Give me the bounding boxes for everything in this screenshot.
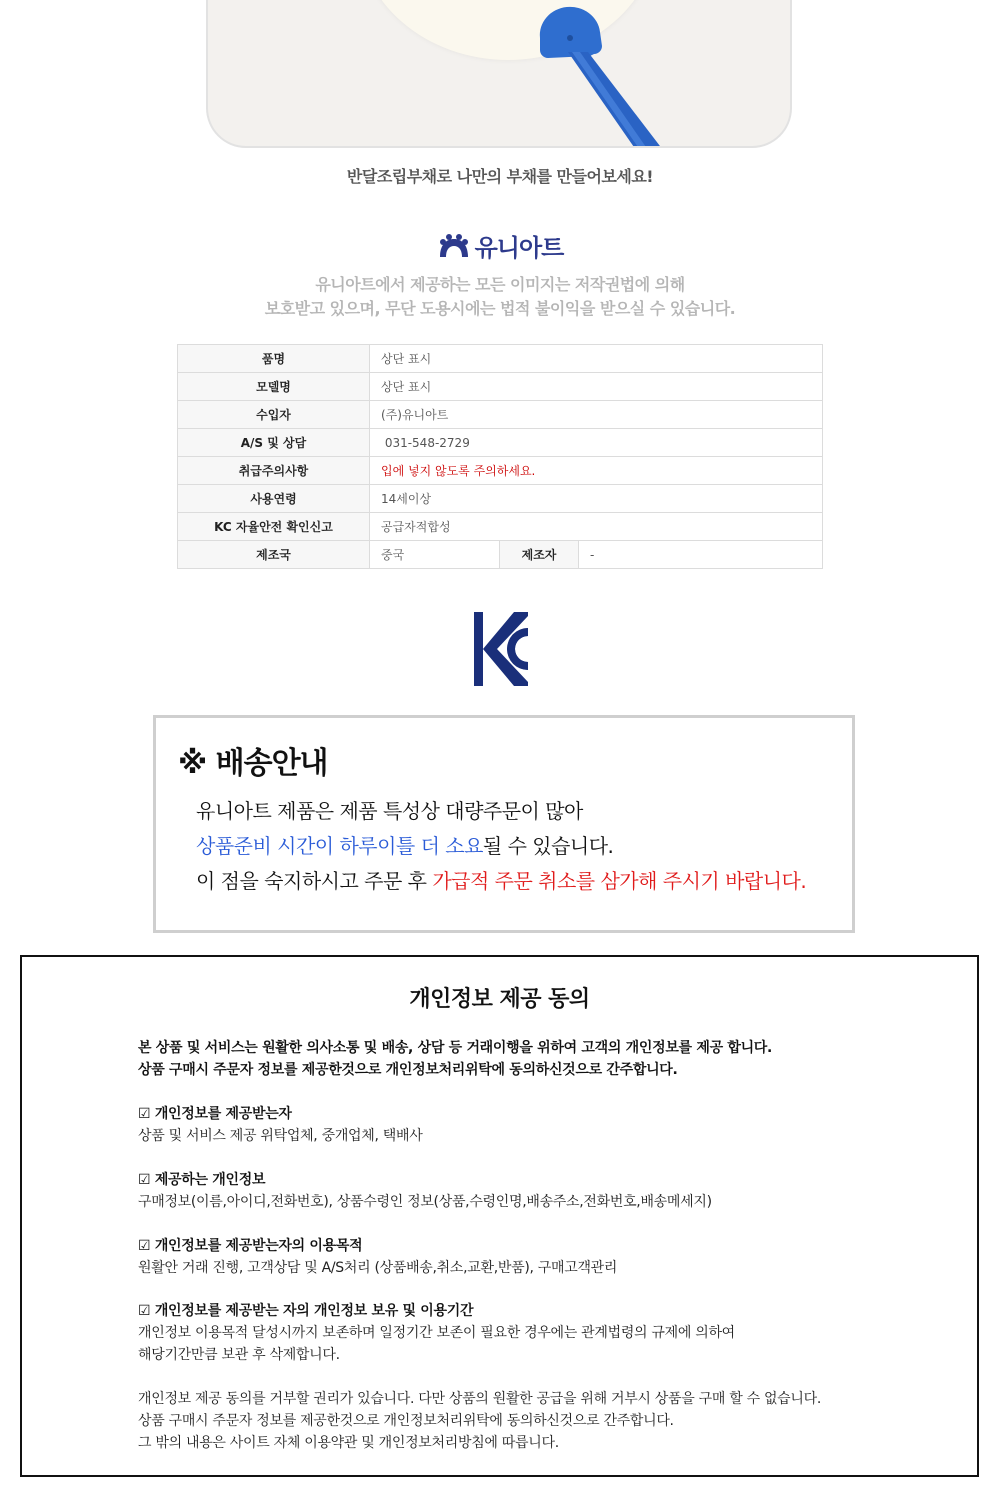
- table-row: [178, 401, 823, 429]
- spec-label: 품명: [178, 345, 370, 373]
- spec-value: 상단 표시: [370, 345, 823, 373]
- shipping-notice-box: [153, 715, 855, 933]
- shipping-line-2: [196, 830, 613, 859]
- privacy-intro-1: 본 상품 및 서비스는 원활한 의사소통 및 배송, 상담 등 거래이행을 위하여 고객의 개인정보를 제공 합니다.: [138, 1040, 773, 1056]
- shipping-line-3: [196, 865, 806, 894]
- spec-label: A/S 및 상담: [178, 429, 370, 457]
- uniart-logo-icon: [437, 233, 471, 259]
- table-row: [178, 513, 823, 541]
- privacy-consent-box: [20, 955, 979, 1477]
- privacy-outro-1: 개인정보 제공 동의를 거부할 권리가 있습니다. 다만 상품의 원활한 공급을 위해 거부시 상품을 구매 할 수 없습니다.: [138, 1391, 822, 1407]
- table-row: [178, 429, 823, 457]
- shipping-title: ※ 배송안내: [178, 746, 328, 781]
- brand-logo: [0, 228, 1000, 263]
- privacy-section-4-body-2: 해당기간만큼 보관 후 삭제합니다.: [138, 1347, 340, 1363]
- product-photo: [206, 0, 792, 148]
- privacy-outro-2: 상품 구매시 주문자 정보를 제공한것으로 개인정보처리위탁에 동의하신것으로 간주합니다.: [138, 1413, 674, 1429]
- privacy-section-1-heading: ☑ 개인정보를 제공받는자: [138, 1106, 292, 1122]
- table-row: [178, 485, 823, 513]
- spec-value: -: [579, 541, 823, 569]
- fan-handle-image: [528, 0, 728, 148]
- privacy-section-4-body-1: 개인정보 이용목적 달성시까지 보존하며 일정기간 보존이 필요한 경우에는 관계법령의 규제에 의하여: [138, 1325, 735, 1341]
- spec-label: 사용연령: [178, 485, 370, 513]
- spec-value: 중국: [370, 541, 500, 569]
- table-row: [178, 541, 823, 569]
- kc-certification-icon: [474, 612, 528, 686]
- privacy-section-4-heading: ☑ 개인정보를 제공받는 자의 개인정보 보유 및 이용기간: [138, 1303, 474, 1319]
- table-row: [178, 373, 823, 401]
- logo-text: 유니아트: [474, 234, 564, 262]
- shipping-highlight-blue: 상품준비 시간이 하루이틀 더 소요: [196, 834, 483, 858]
- spec-value: 상단 표시: [370, 373, 823, 401]
- table-row: [178, 457, 823, 485]
- privacy-section-3-heading: ☑ 개인정보를 제공받는자의 이용목적: [138, 1238, 363, 1254]
- privacy-section-3-body: 원활안 거래 진행, 고객상담 및 A/S처리 (상품배송,취소,교환,반품), 구매고객관리: [138, 1260, 618, 1276]
- shipping-line-3-start: 이 점을 숙지하시고 주문 후: [196, 869, 433, 893]
- spec-label: 취급주의사항: [178, 457, 370, 485]
- privacy-title: 개인정보 제공 동의: [409, 987, 590, 1012]
- privacy-intro-2: 상품 구매시 주문자 정보를 제공한것으로 개인정보처리위탁에 동의하신것으로 간주합니다.: [138, 1062, 678, 1078]
- product-spec-table: [177, 344, 823, 569]
- shipping-line-1: 유니아트 제품은 제품 특성상 대량주문이 많아: [196, 799, 583, 823]
- spec-value-warning: 입에 넣지 않도록 주의하세요.: [370, 457, 823, 485]
- spec-value: 공급자적합성: [370, 513, 823, 541]
- copyright-notice: [0, 273, 1000, 321]
- spec-label: 모델명: [178, 373, 370, 401]
- spec-value: 14세이상: [370, 485, 823, 513]
- spec-label: 제조자: [500, 541, 579, 569]
- spec-value: (주)유니아트: [370, 401, 823, 429]
- spec-label: 수입자: [178, 401, 370, 429]
- privacy-section-1-body: 상품 및 서비스 제공 위탁업체, 중개업체, 택배사: [138, 1128, 423, 1144]
- spec-value: 031-548-2729: [370, 429, 823, 457]
- privacy-outro-3: 그 밖의 내용은 사이트 자체 이용약관 및 개인정보처리방침에 따릅니다.: [138, 1435, 559, 1451]
- privacy-section-2-heading: ☑ 제공하는 개인정보: [138, 1172, 266, 1188]
- privacy-section-2-body: 구매정보(이름,아이디,전화번호), 상품수령인 정보(상품,수령인명,배송주소,전화번호,배송메세지): [138, 1194, 712, 1210]
- photo-caption: 반달조립부채로 나만의 부채를 만들어보세요!: [346, 167, 654, 186]
- copyright-line-1: 유니아트에서 제공하는 모든 이미지는 저작권법에 의해: [315, 275, 685, 294]
- copyright-line-2: 보호받고 있으며, 무단 도용시에는 법적 불이익을 받으실 수 있습니다.: [264, 299, 736, 318]
- spec-label: 제조국: [178, 541, 370, 569]
- shipping-highlight-red: 가급적 주문 취소를 삼가해 주시기 바랍니다.: [432, 869, 807, 893]
- spec-label: KC 자율안전 확인신고: [178, 513, 370, 541]
- table-row: [178, 345, 823, 373]
- shipping-line-2-rest: 될 수 있습니다.: [482, 834, 614, 858]
